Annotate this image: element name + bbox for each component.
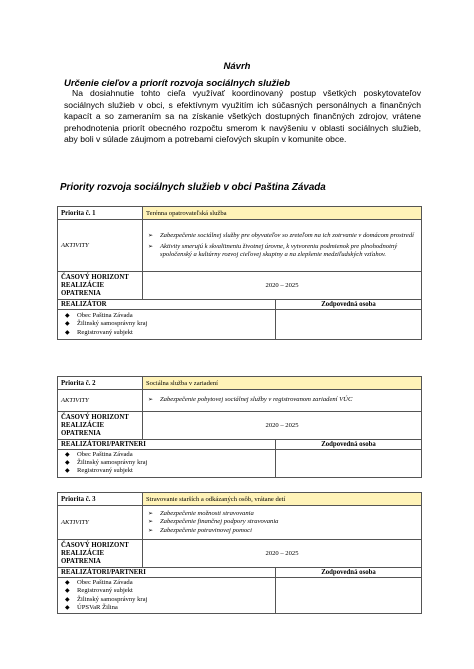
activities-label: AKTIVITY	[58, 220, 143, 272]
time-horizon-value: 2020 – 2025	[143, 412, 422, 440]
activity-item: ➢ Aktivity smerujú k skvalitneniu životnej úrovne, k vytvoreniu podmienok pre plnohodnotný spoločenský a kultúrny rozvoj cieľovej skupiny a na zlepšenie medziľudských vzťahov.	[148, 242, 398, 259]
arrow-bullet-icon: ➢	[148, 511, 154, 518]
partners-cell	[58, 578, 276, 614]
partner-item: ◆ Žilinský samosprávny kraj	[65, 459, 148, 467]
document-heading: Návrh	[223, 61, 251, 72]
priority-name: Terénna opatrovateľská služba	[143, 207, 422, 220]
responsible-person-cell	[276, 450, 422, 478]
arrow-bullet-icon: ➢	[148, 243, 154, 250]
partner-item: ◆ Obec Paština Závada	[65, 312, 133, 320]
time-horizon-value: 2020 – 2025	[143, 540, 422, 568]
diamond-bullet-icon: ◆	[65, 604, 70, 611]
responsible-person-label: Zodpovedná osoba	[276, 440, 422, 450]
diamond-bullet-icon: ◆	[65, 329, 70, 336]
diamond-bullet-icon: ◆	[65, 452, 70, 458]
implementers-partners-label: REALIZÁTORI/PARTNERI	[58, 440, 276, 450]
activity-item: ➢ Zabezpečenie sociálnej služby pre obyvateľov so zreteľom na ich zotrvanie v domácom prostredí	[148, 231, 414, 239]
intro-paragraph	[64, 88, 421, 146]
partner-item: ◆ Obec Paština Závada	[65, 451, 133, 458]
priority-name: Stravovanie starších a odkázaných osôb, vrátane detí	[143, 493, 422, 506]
diamond-bullet-icon: ◆	[65, 580, 70, 587]
partner-item: ◆ ÚPSVaR Žilina	[65, 603, 118, 611]
time-horizon-label: ČASOVÝ HORIZONT REALIZÁCIE OPATRENIA	[58, 540, 143, 568]
arrow-bullet-icon: ➢	[148, 232, 154, 239]
activities-label: AKTIVITY	[58, 506, 143, 540]
time-horizon-label: ČASOVÝ HORIZONT REALIZÁCIE OPATRENIA	[58, 412, 143, 440]
time-horizon-label: ČASOVÝ HORIZONT REALIZÁCIE OPATRENIA	[58, 272, 143, 300]
responsible-person-label: Zodpovedná osoba	[276, 568, 422, 578]
arrow-bullet-icon: ➢	[148, 519, 154, 526]
partner-item: ◆ Obec Paština Závada	[65, 579, 133, 587]
activities-cell	[143, 506, 422, 540]
priority-name: Sociálna služba v zariadení	[143, 377, 422, 390]
responsible-person-cell	[276, 310, 422, 340]
activities-cell	[143, 390, 422, 412]
activity-item: ➢ Zabezpečenie potravinovej pomoci	[148, 526, 252, 534]
partners-cell	[58, 450, 276, 478]
responsible-person-cell	[276, 578, 422, 614]
arrow-bullet-icon: ➢	[148, 527, 154, 534]
priority-number: Priorita č. 1	[58, 207, 143, 220]
partner-item: ◆ Registrovaný subjekt	[65, 587, 133, 595]
diamond-bullet-icon: ◆	[65, 321, 70, 328]
partner-item: ◆ Registrovaný subjekt	[65, 467, 133, 475]
priority-table-3	[57, 492, 422, 614]
diamond-bullet-icon: ◆	[65, 596, 70, 603]
activities-label: AKTIVITY	[58, 390, 143, 412]
arrow-bullet-icon: ➢	[148, 397, 154, 404]
partners-cell	[58, 310, 276, 340]
activities-cell	[143, 220, 422, 272]
section-title: Priority rozvoja sociálnych služieb v obci Paština Závada	[60, 182, 326, 193]
implementers-partners-label: REALIZÁTORI/PARTNERI	[58, 568, 276, 578]
responsible-person-label: Zodpovedná osoba	[276, 300, 422, 310]
diamond-bullet-icon: ◆	[65, 468, 70, 475]
diamond-bullet-icon: ◆	[65, 313, 70, 320]
activity-item: ➢ Zabezpečenie finančnej podpory stravovania	[148, 518, 279, 526]
priority-number: Priorita č. 3	[58, 493, 143, 506]
partner-item: ◆ Žilinský samosprávny kraj	[65, 595, 148, 603]
partner-item: ◆ Registrovaný subjekt	[65, 328, 133, 336]
priority-table-1	[57, 206, 422, 340]
diamond-bullet-icon: ◆	[65, 588, 70, 595]
implementer-label: REALIZÁTOR	[58, 300, 276, 310]
intro-paragraph-text: Na dosiahnutie tohto cieľa využívať koordinovaný postup všetkých poskytovateľov sociálnych služieb v obci, s efektívnym využitím ich súčasných personálnych a finančných kapacít a so zameraním sa na získanie všetkých dostupných finančných zdrojov, vrátene prehodnotenia priorít obecného rozpočtu smerom k navýšeniu v oblasti sociálnych služieb, aby boli v súlade záujmom a potrebami cieľových skupín v komunite obce.	[64, 88, 421, 145]
priority-number: Priorita č. 2	[58, 377, 143, 390]
document-subtitle: Určenie cieľov a priorít rozvoja sociálnych služieb	[64, 78, 291, 89]
time-horizon-value: 2020 – 2025	[143, 272, 422, 300]
activity-item: ➢ Zabezpečenie možnosti stravovania	[148, 510, 254, 518]
partner-item: ◆ Žilinský samosprávny kraj	[65, 320, 148, 328]
activity-item: ➢ Zabezpečenie pobytovej sociálnej služby v registrovanom zariadení VÚC	[148, 396, 353, 404]
priority-table-2	[57, 376, 422, 478]
diamond-bullet-icon: ◆	[65, 460, 70, 467]
